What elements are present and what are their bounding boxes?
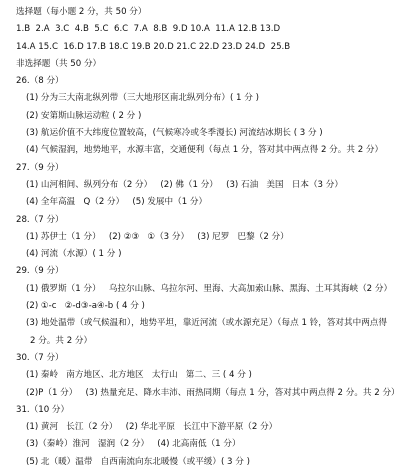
answer-line: (2) ①-c ②-d③-a④-b ( 4 分 ) — [26, 301, 145, 312]
question-heading: 31.（10 分） — [16, 404, 70, 415]
answer-line: (1) 苏伊士（1 分） (2) ②③ ①（3 分） (3) 尼罗 巴黎（2 分） — [26, 231, 289, 242]
question-heading: 26.（8 分） — [16, 76, 64, 87]
question-heading: 28.（7 分） — [16, 214, 64, 225]
answer-line: 1.B 2.A 3.C 4.B 5.C 6.C 7.A 8.B 9.D 10.A 11.A 12.B 13.D — [16, 24, 281, 35]
answer-line: (1) 山河相间、纵列分布（2 分） (2) 佛（1 分） (3) 石油 美国 日本（3 分） — [26, 179, 343, 190]
section-heading-multiple-choice: 选择题（每小题 2 分，共 50 分） — [16, 7, 147, 17]
answer-line: (2) 安第斯山脉运动粒 ( 2 分 ) — [26, 110, 142, 121]
answer-line: (4) 河流（水源）( 1 分 ) — [26, 249, 122, 260]
answer-line: (3)（秦岭）淮河 湿润（2 分） (4) 北高南低（1 分） — [26, 439, 241, 450]
question-heading: 30.（7 分） — [16, 352, 64, 363]
answer-line: (1) 俄罗斯（1 分） 乌拉尔山脉、乌拉尔河、里海、大高加索山脉、黑海、土耳其海峡（2 分） — [26, 283, 393, 294]
answer-line: 14.A 15.C 16.D 17.B 18.C 19.B 20.D 21.C 22.D 23.D 24.D 25.B — [16, 41, 291, 52]
section-heading-non-multiple-choice: 非选择题（共 50 分） — [16, 58, 102, 69]
answer-line: (2)P（1 分） (3) 热量充足、降水丰沛、雨热同期（每点 1 分，答对其中两点得 2 分。共 2 分） — [26, 387, 400, 398]
question-heading: 27.（9 分） — [16, 162, 64, 173]
answer-line: (3) 地处温带（或气候温和），地势平坦，靠近河流（或水源充足）（每点 1 铃，答对其中两点得 — [26, 318, 387, 329]
question-heading: 29.（9 分） — [16, 266, 64, 277]
answer-line: (4) 全年高温 Q（2 分） (5) 发展中（1 分） — [26, 197, 208, 208]
answer-line-continuation: 2 分。共 2 分） — [30, 335, 93, 346]
answer-line: (1) 黄河 长江（2 分） (2) 华北平原 长江中下游平原（2 分） — [26, 422, 278, 433]
answer-line: (5) 北（暖）温带 自西南流向东北暖慢（或平缓）( 3 分 ) — [26, 456, 250, 467]
answer-line: (1) 秦岭 南方地区、北方地区 太行山 第二、三 ( 4 分 ) — [26, 370, 252, 381]
answer-line: (4) 气候湿润，地势地平，水源丰富，交通便利（每点 1 分，答对其中两点得 2 分。共 2 分） — [26, 145, 384, 156]
answer-line: (3) 航运价值不大纬度位置较高，(气候寒冷或冬季漫长) 河流结冰期长 ( 3 分 ) — [26, 128, 323, 139]
answer-line: (1) 分为三大南北纵列带（三大地形区南北纵列分布）( 1 分 ) — [26, 93, 259, 104]
